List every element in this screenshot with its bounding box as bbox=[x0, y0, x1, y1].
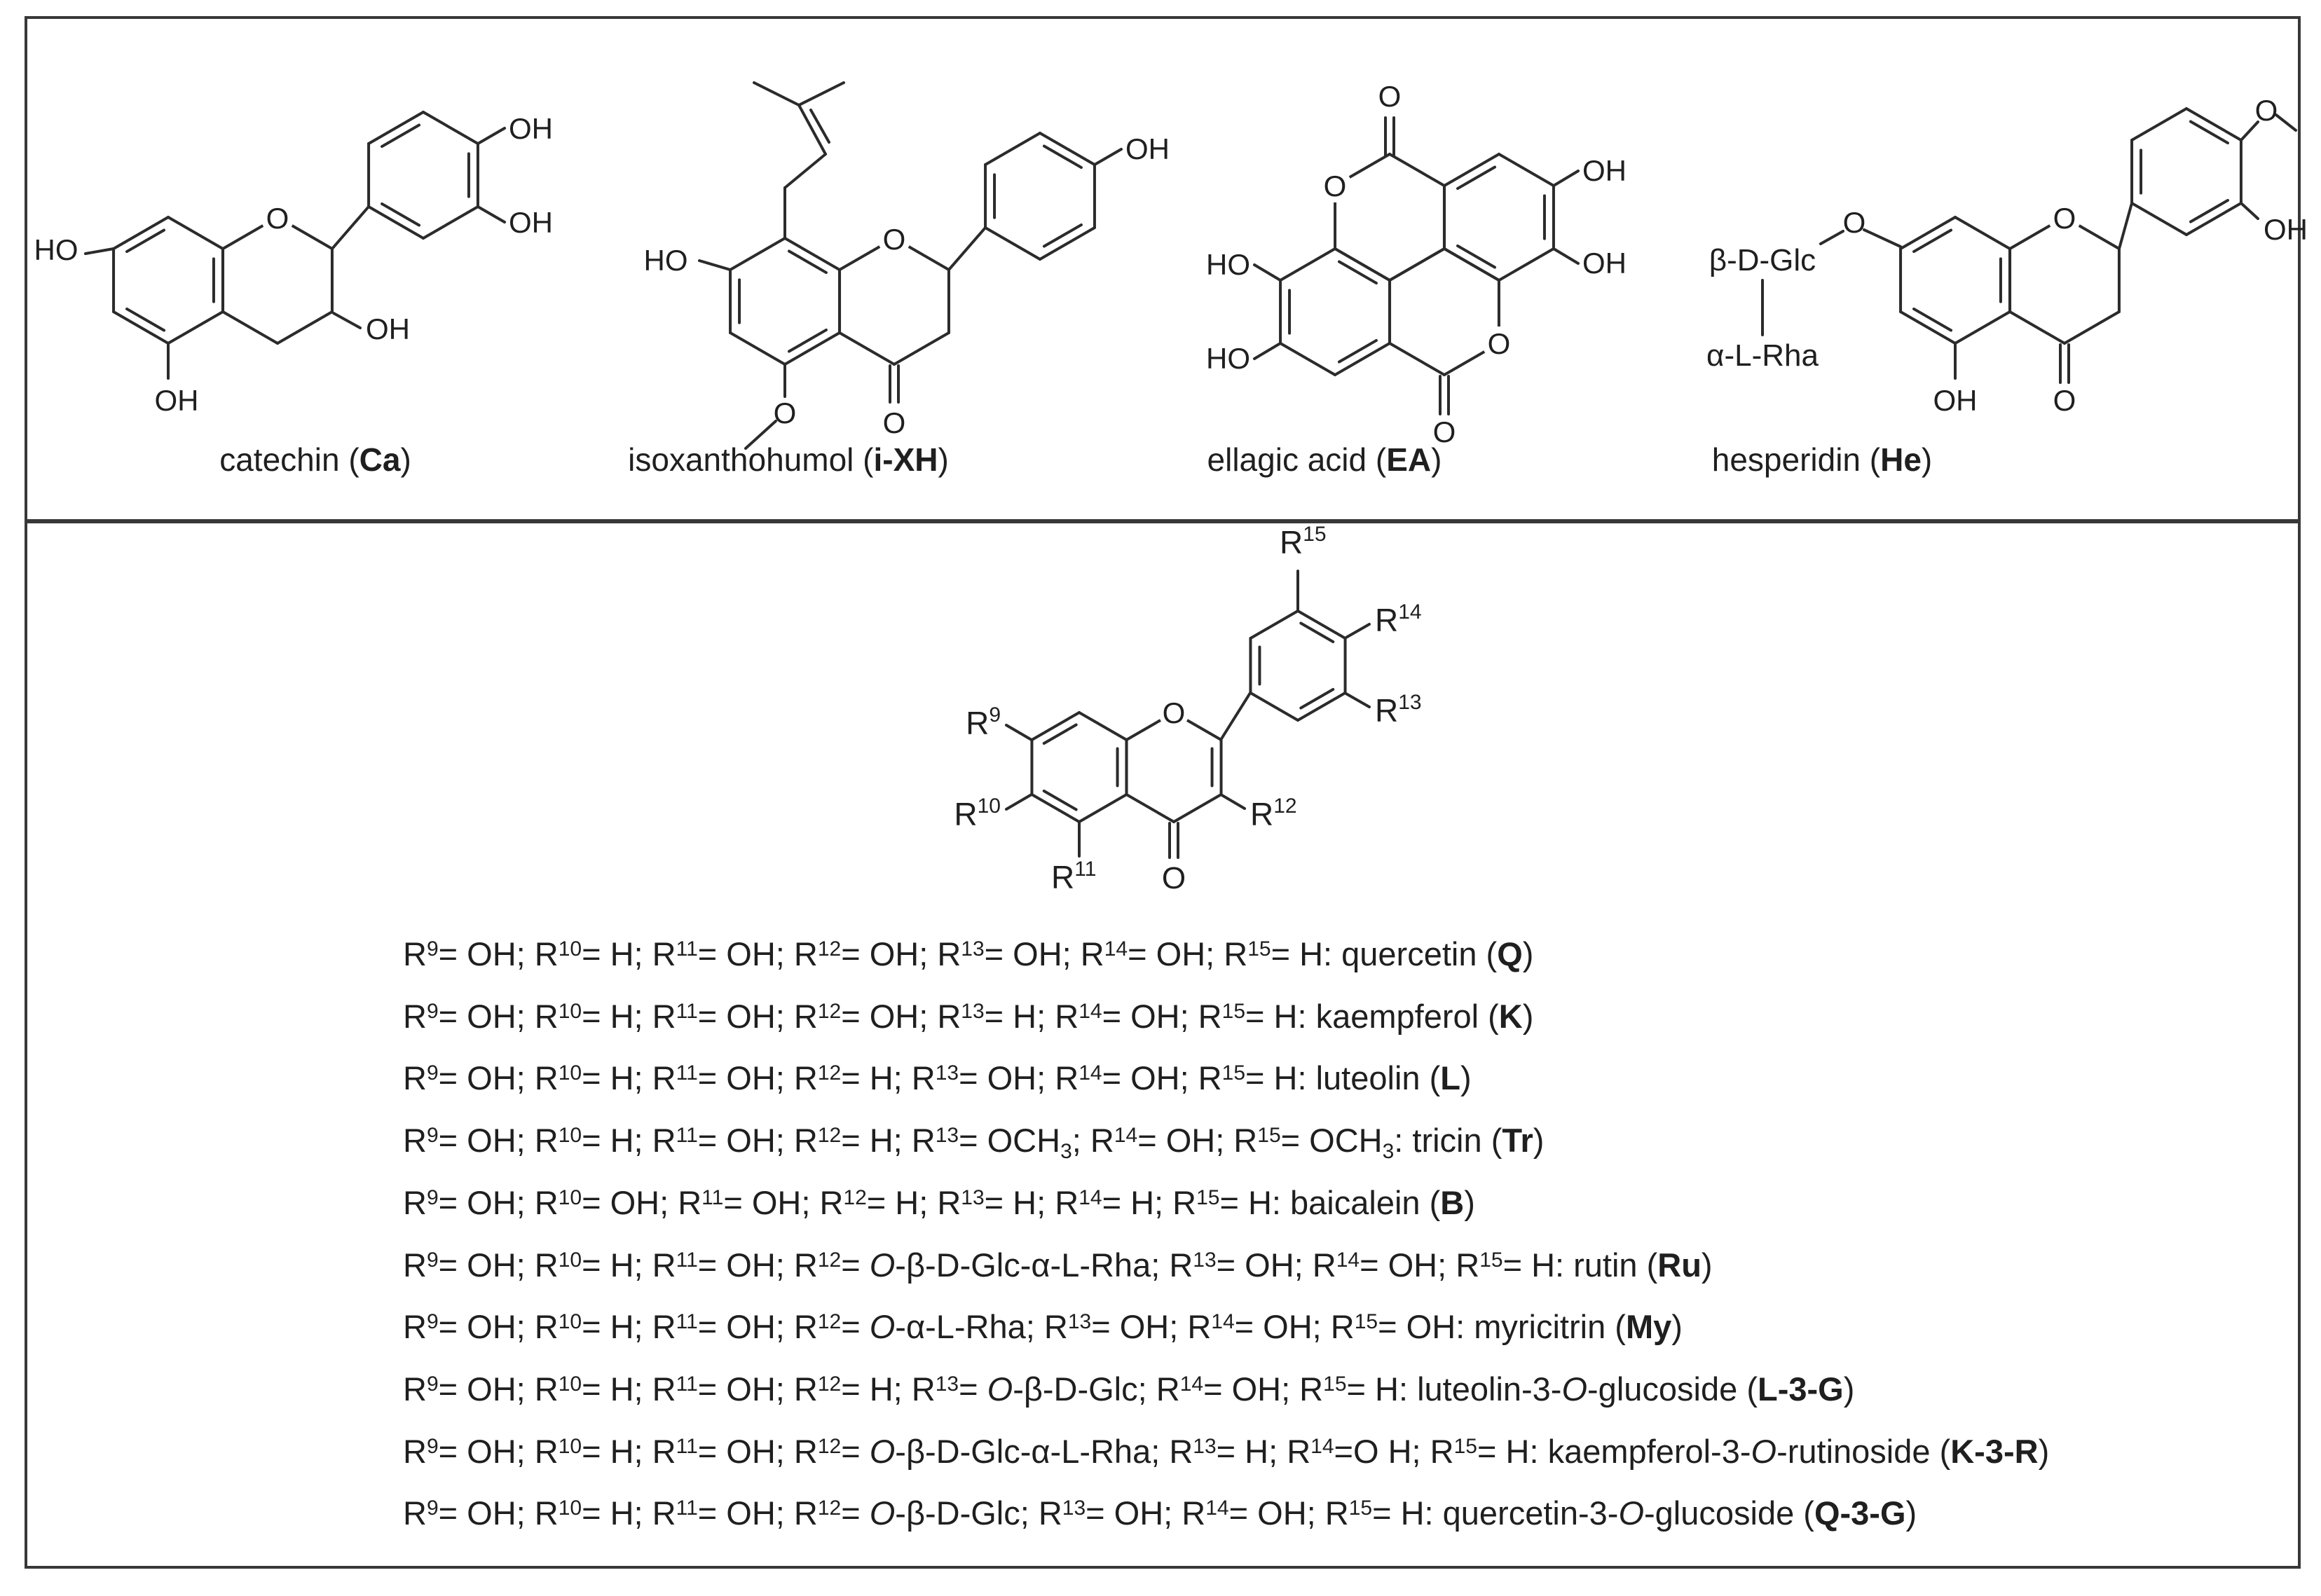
flavone-skeleton-structure bbox=[1006, 571, 1369, 858]
substituent-line-luteolin-3-o-glucoside: $R^9=$ OH; $R^{10}= H$; $R^{11}=$ OH; $R^{12}= H$; $R^{13}= O-\beta-D-Glc$; $R^{14}=$ OH; $R^{15}= H$: luteolin-3-O-glucoside (L-3-G) bbox=[403, 1370, 1855, 1408]
he-glycosyl-o-label: O bbox=[1842, 206, 1866, 239]
substituent-line-luteolin: $R^9=$ OH; $R^{10}= H$; $R^{11}=$ OH; $R^{12}= H$; $R^{13}=$ OH; $R^{14}=$ OH; $R^{15}= H$: luteolin (L) bbox=[403, 1059, 1472, 1096]
substituent-line-quercetin: $R^9=$ OH; $R^{10}= H$; $R^{11}=$ OH; $R^{12}=$ OH; $R^{13}=$ OH; $R^{14}=$ OH; $R^{15}= H$: quercetin (Q) bbox=[403, 935, 1534, 972]
he-ring-o-label: O bbox=[2053, 202, 2076, 235]
substituent-line-myricitrin: $R^9=$ OH; $R^{10}= H$; $R^{11}=$ OH; $R^{12}= O-\alpha-L-Rha$; $R^{13}=$ OH; $R^{14}=$ OH; $R^{15}=$ OH: myricitrin (My) bbox=[403, 1308, 1683, 1345]
he-carbonyl-o-label: O bbox=[2053, 384, 2076, 417]
ea-lactone-o-bottom-label: O bbox=[1487, 327, 1511, 360]
ixh-methoxy-o-label: O bbox=[773, 397, 797, 429]
catechin-oh3p-label: OH bbox=[509, 206, 553, 239]
skeleton-r15-label: $R^{15}$ bbox=[1280, 523, 1327, 560]
ea-oh-right-label: OH bbox=[1582, 247, 1627, 280]
he-rhamnose-label: α-L-Rha bbox=[1706, 338, 1819, 373]
he-oh5-label: OH bbox=[1933, 384, 1978, 417]
ixh-ring-o-label: O bbox=[882, 223, 906, 256]
catechin-structure bbox=[85, 112, 505, 378]
ixh-name-label: isoxanthohumol (i-XH) bbox=[628, 441, 949, 478]
ixh-carbonyl-o-label: O bbox=[882, 406, 906, 439]
skeleton-r10-label: $R^{10}$ bbox=[954, 794, 1001, 832]
substituent-line-rutin: $R^9=$ OH; $R^{10}= H$; $R^{11}=$ OH; $R^{12}= O-\beta-D-Glc-\alpha-L-Rha$; $R^{13}=$ OH; $R^{14}=$ OH; $R^{15}= H$: rutin (Ru) bbox=[403, 1246, 1713, 1284]
skeleton-ring-o-label: O bbox=[1162, 696, 1186, 729]
ea-oh-top-label: OH bbox=[1582, 154, 1627, 187]
catechin-name-label: catechin (Ca) bbox=[219, 441, 411, 478]
skeleton-carbonyl-o-label: O bbox=[1161, 861, 1186, 895]
ixh-ho7-label: HO bbox=[643, 244, 688, 277]
skeleton-r12-label: $R^{12}$ bbox=[1250, 794, 1297, 832]
ea-ho-upper-label: HO bbox=[1206, 248, 1250, 281]
ea-lactone-o-top-label: O bbox=[1323, 170, 1347, 202]
skeleton-r9-label: $R^9$ bbox=[966, 703, 1001, 741]
ea-ho-lower-label: HO bbox=[1206, 342, 1250, 375]
substituent-line-kaempferol-3-o-rutinoside: $R^9=$ OH; $R^{10}= H$; $R^{11}=$ OH; $R^{12}= O-\beta-D-Glc-\alpha-L-Rha$; $R^{13}= H$; $R^{14}=O$ H; $R^{15}= H$: kaempferol-3-O-rutinoside (K-3-R) bbox=[403, 1433, 2050, 1470]
isoxanthohumol-structure bbox=[699, 83, 1121, 448]
catechin-ring-o-label: O bbox=[266, 202, 289, 235]
he-name-label: hesperidin (He) bbox=[1711, 441, 1933, 478]
ea-carbonyl-o-top-label: O bbox=[1378, 80, 1402, 113]
ixh-oh4p-label: OH bbox=[1125, 132, 1170, 165]
catechin-oh5-label: OH bbox=[154, 384, 199, 417]
substituent-line-kaempferol: $R^9=$ OH; $R^{10}= H$; $R^{11}=$ OH; $R^{12}=$ OH; $R^{13}= H$; $R^{14}=$ OH; $R^{15}= H$: kaempferol (K) bbox=[403, 998, 1534, 1035]
catechin-ho7-label: HO bbox=[34, 233, 78, 266]
substituent-line-tricin: $R^9=$ OH; $R^{10}= H$; $R^{11}=$ OH; $R^{12}= H$; $R^{13}= OCH_3$; $R^{14}=$ OH; $R^{15}= OCH_3$: tricin (Tr) bbox=[403, 1122, 1545, 1163]
ea-name-label: ellagic acid (EA) bbox=[1207, 441, 1442, 478]
skeleton-r13-label: $R^{13}$ bbox=[1375, 691, 1422, 729]
substituent-line-quercetin-3-o-glucoside: $R^9=$ OH; $R^{10}= H$; $R^{11}=$ OH; $R^{12}= O-\beta-D-Glc$; $R^{13}=$ OH; $R^{14}=$ OH; $R^{15}= H$: quercetin-3-O-glucoside (Q-3-G) bbox=[403, 1494, 1917, 1532]
ellagic-acid-structure bbox=[1254, 118, 1578, 414]
he-methoxy-o-label: O bbox=[2254, 94, 2278, 127]
ea-carbonyl-o-bottom-label: O bbox=[1432, 415, 1456, 448]
he-glucose-label: β-D-Glc bbox=[1709, 243, 1816, 277]
catechin-oh4p-label: OH bbox=[509, 112, 553, 145]
hesperidin-structure bbox=[1762, 109, 2296, 383]
catechin-oh3-label: OH bbox=[366, 312, 410, 345]
skeleton-r11-label: $R^{11}$ bbox=[1051, 858, 1097, 895]
skeleton-r14-label: $R^{14}$ bbox=[1375, 600, 1422, 638]
he-oh3p-label: OH bbox=[2264, 213, 2308, 246]
substituent-line-baicalein: $R^9=$ OH; $R^{10}=$ OH; $R^{11}=$ OH; $R^{12}= H$; $R^{13}= H$; $R^{14}= H$; $R^{15}= H$: baicalein (B) bbox=[403, 1184, 1475, 1221]
